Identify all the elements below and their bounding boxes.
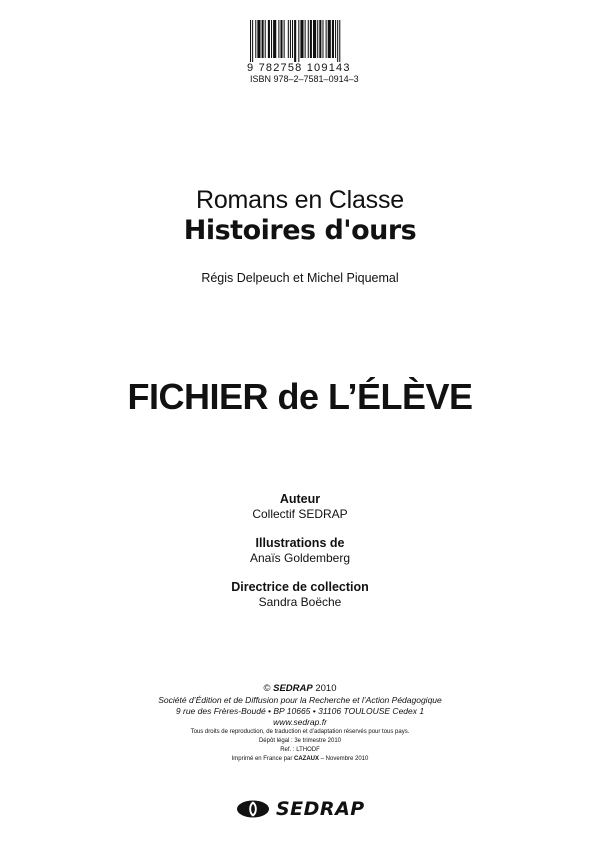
legal-deposit: Dépôt légal : 3e trimestre 2010: [258, 738, 342, 744]
credit-value: Anaïs Goldemberg: [249, 551, 351, 565]
series-name: Romans en Classe: [195, 186, 404, 214]
book-title: Histoires d'ours: [183, 215, 417, 246]
company-name: Société d’Édition et de Diffusion pour la Recherche et l’Action Pédagogique: [158, 695, 442, 705]
copyright-year: 2010: [312, 683, 337, 694]
printed-suffix: – Novembre 2010: [318, 756, 369, 762]
isbn-number: ISBN 978–2–7581–0914–3: [250, 74, 359, 84]
credit-label: Auteur: [279, 492, 321, 506]
credits: [0, 492, 600, 624]
page-heading: FICHIER de L’ÉLÈVE: [127, 376, 473, 417]
barcode-bars: [250, 20, 350, 62]
copyright-brand: SEDRAP: [273, 683, 313, 694]
credit-label: Illustrations de: [255, 536, 345, 550]
printer-line: [0, 755, 600, 764]
copyright-symbol: ©: [263, 683, 274, 694]
reference-code: Ref. : LTHODF: [280, 747, 320, 753]
rights-notice: Tous droits de reproduction, de traduction et d’adaptation réservés pour tous pays.: [190, 729, 410, 735]
sedrap-logo-text: SEDRAP: [276, 798, 365, 820]
sedrap-logo-icon: [236, 800, 270, 818]
barcode-digits: 9 782758 109143: [247, 62, 351, 74]
credit-label: Directrice de collection: [231, 580, 369, 594]
credit-collection-director: [0, 580, 600, 610]
credit-value: Sandra Boëche: [258, 595, 342, 609]
legal-notice: [0, 683, 600, 764]
copyright-line: [0, 683, 600, 695]
book-authors: Régis Delpeuch et Michel Piquemal: [201, 271, 399, 285]
sedrap-logo: [236, 797, 365, 821]
barcode: [247, 20, 359, 85]
printed-prefix: Imprimé en France par: [231, 756, 294, 762]
credit-illustrator: [0, 536, 600, 566]
credit-value: Collectif SEDRAP: [252, 507, 348, 521]
company-address: 9 rue des Frères-Boudé • BP 10665 • 31106 TOULOUSE Cedex 1: [175, 706, 425, 716]
company-website[interactable]: www.sedrap.fr: [273, 717, 327, 727]
credit-author: [0, 492, 600, 522]
printer-name: CAZAUX: [293, 756, 319, 762]
